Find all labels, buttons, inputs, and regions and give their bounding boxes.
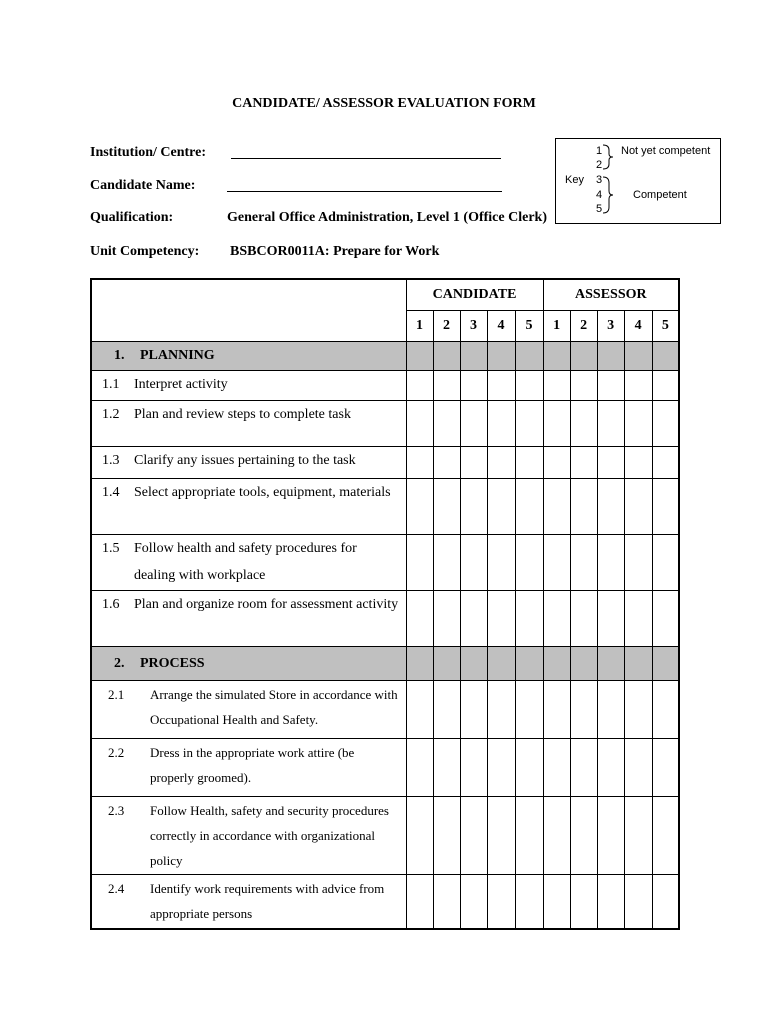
criterion-cell <box>91 535 406 591</box>
candidate-rating-cell-5[interactable] <box>515 535 543 591</box>
candidate-section-cell <box>406 342 433 371</box>
criterion-text: Plan and review steps to complete task <box>134 407 351 422</box>
candidate-rating-cell-2[interactable] <box>433 447 460 479</box>
candidate-rating-cell-3[interactable] <box>460 447 487 479</box>
criterion-text: Interpret activity <box>134 377 228 392</box>
key-competent: Competent <box>633 189 687 201</box>
criterion-cell <box>91 479 406 535</box>
assessor-rating-cell-2[interactable] <box>570 681 597 739</box>
criterion-number: 2.3 <box>108 803 125 818</box>
candidate-rating-cell-5[interactable] <box>515 739 543 797</box>
assessor-section-cell <box>597 342 624 371</box>
section-header-row <box>91 647 679 681</box>
assessor-rating-cell-4[interactable] <box>624 875 652 930</box>
assessor-section-cell <box>543 342 570 371</box>
assessor-rating-cell-3[interactable] <box>597 681 624 739</box>
assessor-section-cell <box>543 647 570 681</box>
qualification-label: Qualification: <box>90 210 174 225</box>
candidate-rating-cell-3[interactable] <box>460 371 487 401</box>
assessor-header: ASSESSOR <box>543 279 679 311</box>
criterion-text: Identify work requirements with advice from appropriate persons <box>150 881 385 921</box>
candidate-rating-cell-2[interactable] <box>433 535 460 591</box>
assessor-rating-cell-1[interactable] <box>543 401 570 447</box>
criterion-text: Follow health and safety procedures for dealing with workplace <box>134 541 357 583</box>
candidate-rating-cell-2[interactable] <box>433 875 460 930</box>
criterion-number: 1.2 <box>102 407 120 422</box>
section-title <box>91 342 406 371</box>
candidate-rating-cell-1[interactable] <box>406 681 433 739</box>
criterion-cell <box>91 875 406 930</box>
candidate-rating-cell-2[interactable] <box>433 479 460 535</box>
assessor-rating-cell-5[interactable] <box>652 401 679 447</box>
criterion-text: Select appropriate tools, equipment, materials <box>134 485 391 500</box>
candidate-header: CANDIDATE <box>406 279 543 311</box>
assessor-section-cell <box>597 647 624 681</box>
assessor-scale-3: 3 <box>597 311 624 342</box>
assessor-rating-cell-1[interactable] <box>543 447 570 479</box>
assessor-rating-cell-2[interactable] <box>570 591 597 647</box>
candidate-rating-cell-1[interactable] <box>406 479 433 535</box>
candidate-rating-cell-4[interactable] <box>487 797 515 875</box>
assessor-rating-cell-5[interactable] <box>652 479 679 535</box>
assessor-rating-cell-3[interactable] <box>597 535 624 591</box>
criterion-row <box>91 739 679 797</box>
candidate-scale-5: 5 <box>515 311 543 342</box>
assessor-rating-cell-1[interactable] <box>543 371 570 401</box>
candidate-name-label: Candidate Name: <box>90 178 196 193</box>
rating-key <box>555 138 721 224</box>
candidate-rating-cell-4[interactable] <box>487 401 515 447</box>
candidate-rating-cell-1[interactable] <box>406 401 433 447</box>
criterion-number: 2.4 <box>108 881 125 896</box>
assessor-rating-cell-3[interactable] <box>597 447 624 479</box>
candidate-rating-cell-5[interactable] <box>515 371 543 401</box>
criterion-row <box>91 591 679 647</box>
criterion-cell <box>91 447 406 479</box>
key-number-2: 2 <box>596 159 603 171</box>
candidate-rating-cell-5[interactable] <box>515 447 543 479</box>
criterion-row <box>91 371 679 401</box>
criterion-cell <box>91 797 406 875</box>
criterion-row <box>91 797 679 875</box>
criterion-cell <box>91 401 406 447</box>
qualification-value: General Office Administration, Level 1 (Office Clerk) <box>227 210 547 225</box>
assessor-scale-5: 5 <box>652 311 679 342</box>
candidate-rating-cell-5[interactable] <box>515 681 543 739</box>
candidate-section-cell <box>433 342 460 371</box>
candidate-rating-cell-4[interactable] <box>487 739 515 797</box>
criterion-cell <box>91 739 406 797</box>
assessor-rating-cell-1[interactable] <box>543 681 570 739</box>
assessor-rating-cell-5[interactable] <box>652 739 679 797</box>
candidate-scale-3: 3 <box>460 311 487 342</box>
candidate-section-cell <box>515 647 543 681</box>
key-number-5: 5 <box>596 203 603 215</box>
key-not-yet-competent: Not yet competent <box>621 145 711 157</box>
candidate-rating-cell-4[interactable] <box>487 371 515 401</box>
table-corner <box>91 279 406 342</box>
assessor-rating-cell-1[interactable] <box>543 479 570 535</box>
assessor-rating-cell-2[interactable] <box>570 875 597 930</box>
candidate-rating-cell-3[interactable] <box>460 535 487 591</box>
assessor-scale-4: 4 <box>624 311 652 342</box>
assessor-scale-1: 1 <box>543 311 570 342</box>
assessor-rating-cell-5[interactable] <box>652 535 679 591</box>
evaluation-table-body <box>91 342 679 930</box>
candidate-rating-cell-5[interactable] <box>515 591 543 647</box>
evaluation-table <box>90 278 680 930</box>
candidate-rating-cell-2[interactable] <box>433 371 460 401</box>
assessor-rating-cell-3[interactable] <box>597 401 624 447</box>
candidate-rating-cell-3[interactable] <box>460 479 487 535</box>
candidate-rating-cell-1[interactable] <box>406 739 433 797</box>
criterion-number: 1.5 <box>102 541 120 556</box>
key-number-3: 3 <box>596 174 603 186</box>
assessor-rating-cell-5[interactable] <box>652 875 679 930</box>
assessor-scale-2: 2 <box>570 311 597 342</box>
candidate-rating-cell-1[interactable] <box>406 797 433 875</box>
assessor-rating-cell-2[interactable] <box>570 371 597 401</box>
assessor-rating-cell-2[interactable] <box>570 447 597 479</box>
candidate-section-cell <box>406 647 433 681</box>
assessor-rating-cell-4[interactable] <box>624 681 652 739</box>
section-title-text: PROCESS <box>140 655 205 671</box>
assessor-rating-cell-4[interactable] <box>624 535 652 591</box>
criterion-text: Plan and organize room for assessment activity <box>134 597 399 612</box>
assessor-rating-cell-5[interactable] <box>652 681 679 739</box>
assessor-rating-cell-4[interactable] <box>624 371 652 401</box>
criterion-row <box>91 875 679 930</box>
unit-competency-label: Unit Competency: <box>90 244 200 259</box>
candidate-scale-1: 1 <box>406 311 433 342</box>
assessor-rating-cell-4[interactable] <box>624 797 652 875</box>
criterion-cell <box>91 371 406 401</box>
assessor-rating-cell-3[interactable] <box>597 875 624 930</box>
section-number: 1. <box>114 348 125 363</box>
candidate-rating-cell-1[interactable] <box>406 591 433 647</box>
candidate-scale-4: 4 <box>487 311 515 342</box>
section-title <box>91 647 406 681</box>
institution-field[interactable] <box>231 158 501 159</box>
assessor-rating-cell-1[interactable] <box>543 739 570 797</box>
assessor-section-cell <box>624 342 652 371</box>
candidate-rating-cell-5[interactable] <box>515 875 543 930</box>
candidate-rating-cell-3[interactable] <box>460 739 487 797</box>
assessor-rating-cell-2[interactable] <box>570 535 597 591</box>
candidate-rating-cell-2[interactable] <box>433 681 460 739</box>
candidate-scale-2: 2 <box>433 311 460 342</box>
candidate-rating-cell-1[interactable] <box>406 371 433 401</box>
criterion-row <box>91 681 679 739</box>
assessor-section-cell <box>652 647 679 681</box>
key-number-1: 1 <box>596 145 603 157</box>
form-title: CANDIDATE/ ASSESSOR EVALUATION FORM <box>232 96 536 111</box>
candidate-name-field[interactable] <box>227 191 502 192</box>
criterion-number: 1.4 <box>102 485 120 500</box>
assessor-rating-cell-4[interactable] <box>624 447 652 479</box>
candidate-rating-cell-2[interactable] <box>433 797 460 875</box>
candidate-rating-cell-1[interactable] <box>406 535 433 591</box>
assessor-rating-cell-3[interactable] <box>597 371 624 401</box>
assessor-rating-cell-3[interactable] <box>597 591 624 647</box>
assessor-rating-cell-2[interactable] <box>570 797 597 875</box>
assessor-rating-cell-4[interactable] <box>624 479 652 535</box>
candidate-rating-cell-4[interactable] <box>487 535 515 591</box>
candidate-rating-cell-2[interactable] <box>433 591 460 647</box>
assessor-rating-cell-5[interactable] <box>652 797 679 875</box>
candidate-section-cell <box>460 342 487 371</box>
criterion-row <box>91 447 679 479</box>
assessor-rating-cell-1[interactable] <box>543 591 570 647</box>
unit-competency-value: BSBCOR0011A: Prepare for Work <box>230 244 440 259</box>
candidate-rating-cell-3[interactable] <box>460 591 487 647</box>
candidate-rating-cell-2[interactable] <box>433 401 460 447</box>
criterion-text: Clarify any issues pertaining to the task <box>134 453 356 468</box>
candidate-section-cell <box>515 342 543 371</box>
criterion-text: Follow Health, safety and security procedures correctly in accordance with organizational policy <box>150 803 389 868</box>
candidate-rating-cell-1[interactable] <box>406 447 433 479</box>
criterion-row <box>91 479 679 535</box>
section-number: 2. <box>114 655 125 671</box>
assessor-rating-cell-1[interactable] <box>543 535 570 591</box>
assessor-rating-cell-1[interactable] <box>543 875 570 930</box>
assessor-rating-cell-5[interactable] <box>652 591 679 647</box>
criterion-cell <box>91 591 406 647</box>
candidate-rating-cell-3[interactable] <box>460 401 487 447</box>
candidate-rating-cell-1[interactable] <box>406 875 433 930</box>
candidate-rating-cell-3[interactable] <box>460 875 487 930</box>
candidate-rating-cell-5[interactable] <box>515 401 543 447</box>
candidate-rating-cell-3[interactable] <box>460 681 487 739</box>
candidate-rating-cell-4[interactable] <box>487 875 515 930</box>
criterion-number: 1.3 <box>102 453 120 468</box>
candidate-rating-cell-2[interactable] <box>433 739 460 797</box>
criterion-text: Dress in the appropriate work attire (be properly groomed). <box>150 745 355 785</box>
criterion-number: 1.1 <box>102 377 120 392</box>
criterion-row <box>91 401 679 447</box>
candidate-rating-cell-5[interactable] <box>515 797 543 875</box>
section-title-text: PLANNING <box>140 348 215 363</box>
assessor-rating-cell-4[interactable] <box>624 739 652 797</box>
key-label: Key <box>565 174 584 186</box>
criterion-text: Arrange the simulated Store in accordance with Occupational Health and Safety. <box>150 687 398 727</box>
assessor-rating-cell-2[interactable] <box>570 739 597 797</box>
assessor-rating-cell-3[interactable] <box>597 797 624 875</box>
candidate-section-cell <box>487 342 515 371</box>
assessor-section-cell <box>624 647 652 681</box>
assessor-rating-cell-2[interactable] <box>570 479 597 535</box>
candidate-rating-cell-5[interactable] <box>515 479 543 535</box>
criterion-number: 2.1 <box>108 687 125 702</box>
section-header-row <box>91 342 679 371</box>
candidate-section-cell <box>487 647 515 681</box>
criterion-row <box>91 535 679 591</box>
assessor-rating-cell-4[interactable] <box>624 591 652 647</box>
criterion-cell <box>91 681 406 739</box>
candidate-section-cell <box>433 647 460 681</box>
institution-label: Institution/ Centre: <box>90 145 207 160</box>
candidate-rating-cell-4[interactable] <box>487 681 515 739</box>
key-number-4: 4 <box>596 189 603 201</box>
assessor-rating-cell-3[interactable] <box>597 479 624 535</box>
candidate-rating-cell-4[interactable] <box>487 479 515 535</box>
assessor-rating-cell-2[interactable] <box>570 401 597 447</box>
assessor-section-cell <box>570 342 597 371</box>
assessor-rating-cell-5[interactable] <box>652 447 679 479</box>
assessor-rating-cell-3[interactable] <box>597 739 624 797</box>
criterion-number: 2.2 <box>108 745 125 760</box>
criterion-number: 1.6 <box>102 597 120 612</box>
candidate-rating-cell-4[interactable] <box>487 591 515 647</box>
assessor-section-cell <box>652 342 679 371</box>
assessor-rating-cell-1[interactable] <box>543 797 570 875</box>
candidate-rating-cell-3[interactable] <box>460 797 487 875</box>
assessor-section-cell <box>570 647 597 681</box>
candidate-section-cell <box>460 647 487 681</box>
assessor-rating-cell-4[interactable] <box>624 401 652 447</box>
candidate-rating-cell-4[interactable] <box>487 447 515 479</box>
assessor-rating-cell-5[interactable] <box>652 371 679 401</box>
